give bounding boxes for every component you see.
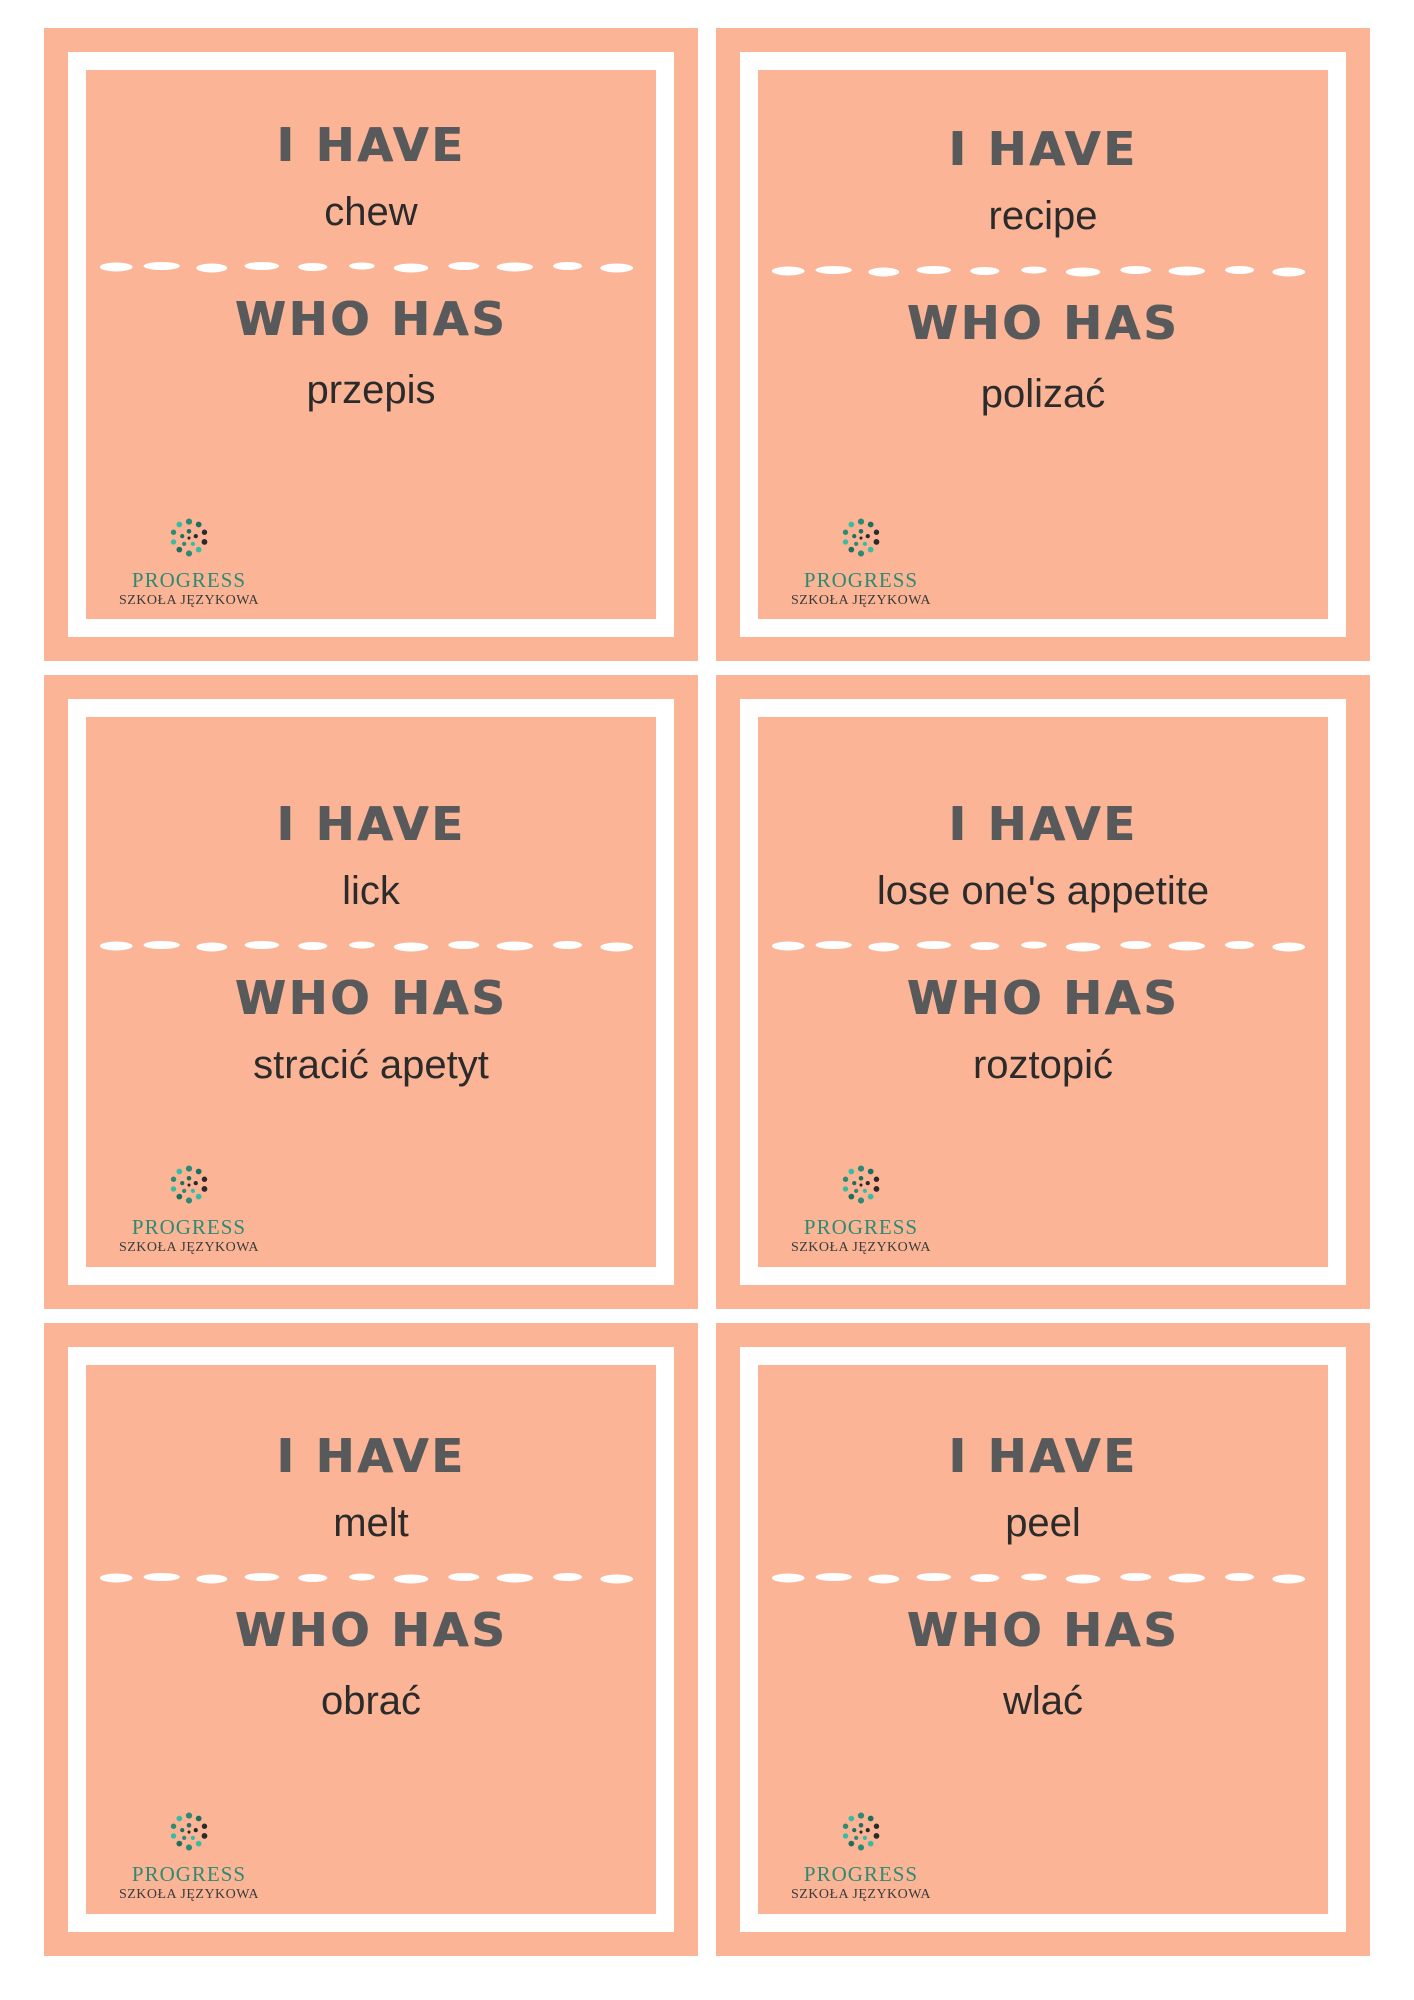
progress-logo bbox=[104, 1157, 274, 1257]
logo-name: PROGRESS bbox=[131, 1214, 247, 1239]
dashed-divider bbox=[770, 264, 1316, 278]
flashcard-inner bbox=[68, 52, 674, 637]
who-has-label: WHO HAS bbox=[906, 971, 1180, 1026]
flashcard-inner bbox=[68, 699, 674, 1284]
dashed-divider bbox=[98, 939, 644, 953]
flashcard-inner bbox=[68, 1347, 674, 1932]
i-have-word: peel bbox=[1005, 1500, 1081, 1545]
logo-name: PROGRESS bbox=[131, 567, 247, 592]
progress-spiral-dots-icon bbox=[832, 1804, 890, 1862]
who-has-label: WHO HAS bbox=[906, 1602, 1180, 1657]
progress-logo bbox=[776, 1157, 946, 1257]
who-has-word: stracić apetyt bbox=[253, 1043, 489, 1088]
i-have-word: chew bbox=[324, 190, 418, 234]
i-have-label: I HAVE bbox=[948, 797, 1138, 852]
logo-name: PROGRESS bbox=[803, 567, 919, 592]
flashcard bbox=[716, 675, 1370, 1308]
flashcard bbox=[44, 1323, 698, 1956]
who-has-label: WHO HAS bbox=[234, 292, 508, 346]
progress-spiral-dots-icon bbox=[160, 510, 218, 568]
progress-logo bbox=[776, 1804, 946, 1904]
logo-subtitle: SZKOŁA JĘZYKOWA bbox=[790, 592, 932, 608]
logo-subtitle: SZKOŁA JĘZYKOWA bbox=[118, 1887, 260, 1903]
logo-name: PROGRESS bbox=[803, 1214, 919, 1239]
dashed-divider bbox=[98, 1571, 644, 1585]
flashcard bbox=[716, 28, 1370, 661]
logo-subtitle: SZKOŁA JĘZYKOWA bbox=[118, 1239, 260, 1255]
dashed-divider bbox=[770, 939, 1316, 953]
dashed-divider bbox=[98, 260, 644, 274]
logo-subtitle: SZKOŁA JĘZYKOWA bbox=[790, 1887, 932, 1903]
flashcard-grid bbox=[44, 28, 1370, 1956]
flashcard bbox=[44, 675, 698, 1308]
i-have-label: I HAVE bbox=[948, 1428, 1138, 1483]
i-have-label: I HAVE bbox=[948, 122, 1138, 176]
logo-name: PROGRESS bbox=[803, 1862, 919, 1887]
flashcard bbox=[44, 28, 698, 661]
i-have-label: I HAVE bbox=[276, 1428, 466, 1483]
i-have-label: I HAVE bbox=[276, 797, 466, 852]
progress-logo bbox=[104, 1804, 274, 1904]
dashed-divider bbox=[770, 1571, 1316, 1585]
i-have-word: melt bbox=[333, 1500, 409, 1545]
i-have-word: lose one's appetite bbox=[876, 869, 1210, 914]
progress-spiral-dots-icon bbox=[832, 510, 890, 568]
logo-subtitle: SZKOŁA JĘZYKOWA bbox=[790, 1239, 932, 1255]
who-has-label: WHO HAS bbox=[234, 971, 508, 1026]
progress-spiral-dots-icon bbox=[160, 1804, 218, 1862]
flashcard-inner bbox=[740, 1347, 1346, 1932]
i-have-label: I HAVE bbox=[276, 118, 466, 172]
progress-logo bbox=[776, 510, 946, 610]
progress-spiral-dots-icon bbox=[832, 1157, 890, 1215]
who-has-word: wlać bbox=[1002, 1678, 1084, 1723]
i-have-word: lick bbox=[342, 869, 400, 914]
who-has-label: WHO HAS bbox=[906, 296, 1180, 350]
who-has-word: polizać bbox=[980, 372, 1106, 416]
logo-name: PROGRESS bbox=[131, 1862, 247, 1887]
who-has-label: WHO HAS bbox=[234, 1602, 508, 1657]
who-has-word: przepis bbox=[306, 368, 436, 412]
flashcard-inner bbox=[740, 52, 1346, 637]
flashcard bbox=[716, 1323, 1370, 1956]
who-has-word: obrać bbox=[320, 1678, 422, 1723]
progress-logo bbox=[104, 510, 274, 610]
i-have-word: recipe bbox=[988, 194, 1098, 238]
logo-subtitle: SZKOŁA JĘZYKOWA bbox=[118, 592, 260, 608]
flashcard-inner bbox=[740, 699, 1346, 1284]
who-has-word: roztopić bbox=[972, 1043, 1114, 1088]
progress-spiral-dots-icon bbox=[160, 1157, 218, 1215]
